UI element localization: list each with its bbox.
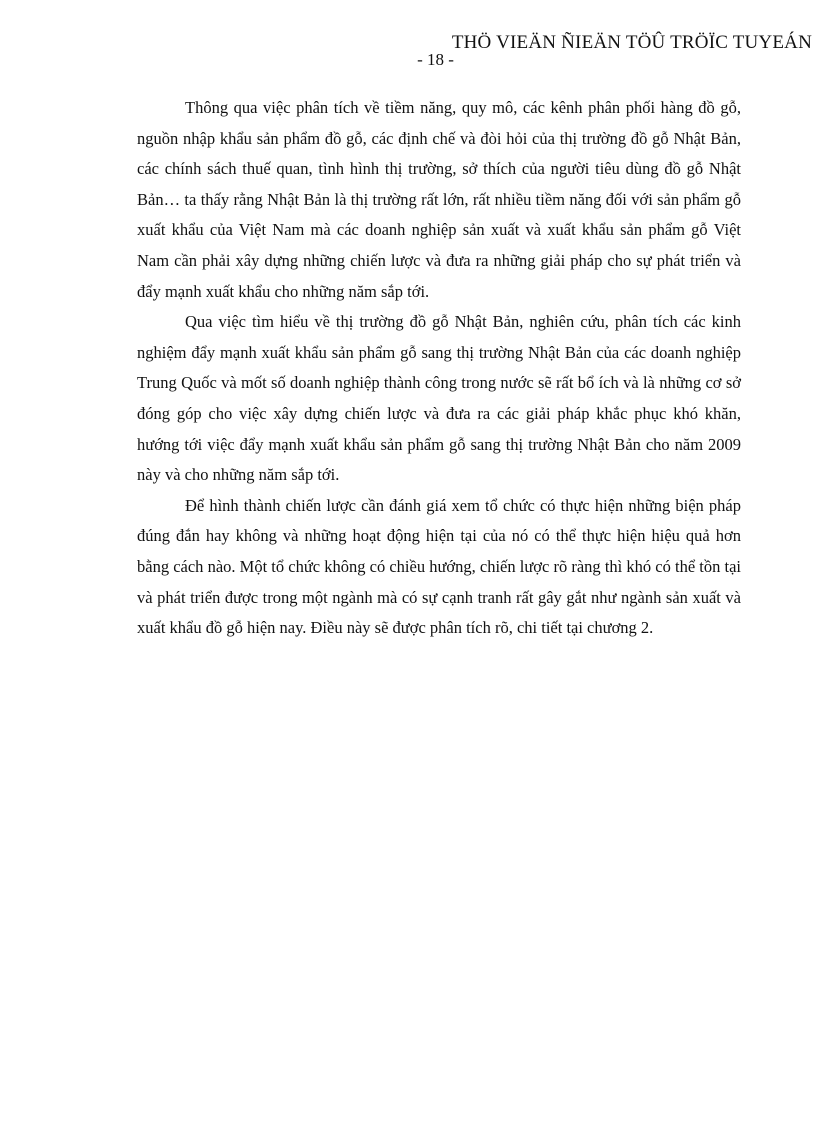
paragraph-1: Thông qua việc phân tích về tiềm năng, quy mô, các kênh phân phối hàng đồ gỗ, nguồn nhập khẩu sản phẩm đồ gỗ, các định chế và đòi hỏi của thị trường đồ gỗ Nhật Bản, các chính sách thuế quan, tình hình thị trường, sở thích của người tiêu dùng đồ gỗ Nhật Bản… ta thấy rằng Nhật Bản là thị trường rất lớn, rất nhiều tiềm năng đối với sản phẩm gỗ xuất khẩu của Việt Nam mà các doanh nghiệp sản xuất và xuất khẩu sản phẩm gỗ Việt Nam cần phải xây dựng những chiến lược và đưa ra những giải pháp cho sự phát triển và đẩy mạnh xuất khẩu cho những năm sắp tới.	[137, 98, 741, 301]
document-body	[137, 93, 741, 644]
header-title: THÖ VIEÄN ÑIEÄN TÖÛ TRÖÏC TUYEÁN	[451, 32, 812, 53]
paragraph-2: Qua việc tìm hiểu về thị trường đồ gỗ Nhật Bản, nghiên cứu, phân tích các kinh nghiệm đẩy mạnh xuất khẩu sản phẩm gỗ sang thị trường Nhật Bản của các doanh nghiệp Trung Quốc và mốt số doanh nghiệp thành công trong nước sẽ rất bổ ích và là những cơ sở đóng góp cho việc xây dựng chiến lược và đưa ra các giải pháp khắc phục khó khăn, hướng tới việc đẩy mạnh xuất khẩu sản phẩm gỗ sang thị trường Nhật Bản cho năm 2009 này và cho những năm sắp tới.	[137, 312, 741, 485]
page-number: - 18 -	[417, 50, 454, 69]
paragraph-3: Để hình thành chiến lược cần đánh giá xem tổ chức có thực hiện những biện pháp đúng đắn hay không và những hoạt động hiện tại của nó có thể thực hiện hiệu quả hơn bằng cách nào. Một tổ chức không có chiều hướng, chiến lược rõ ràng thì khó có thể tồn tại và phát triển được trong một ngành mà có sự cạnh tranh rất gây gắt như ngành sản xuất và xuất khẩu đồ gỗ hiện nay. Điều này sẽ được phân tích rõ, chi tiết tại chương 2.	[137, 495, 741, 638]
